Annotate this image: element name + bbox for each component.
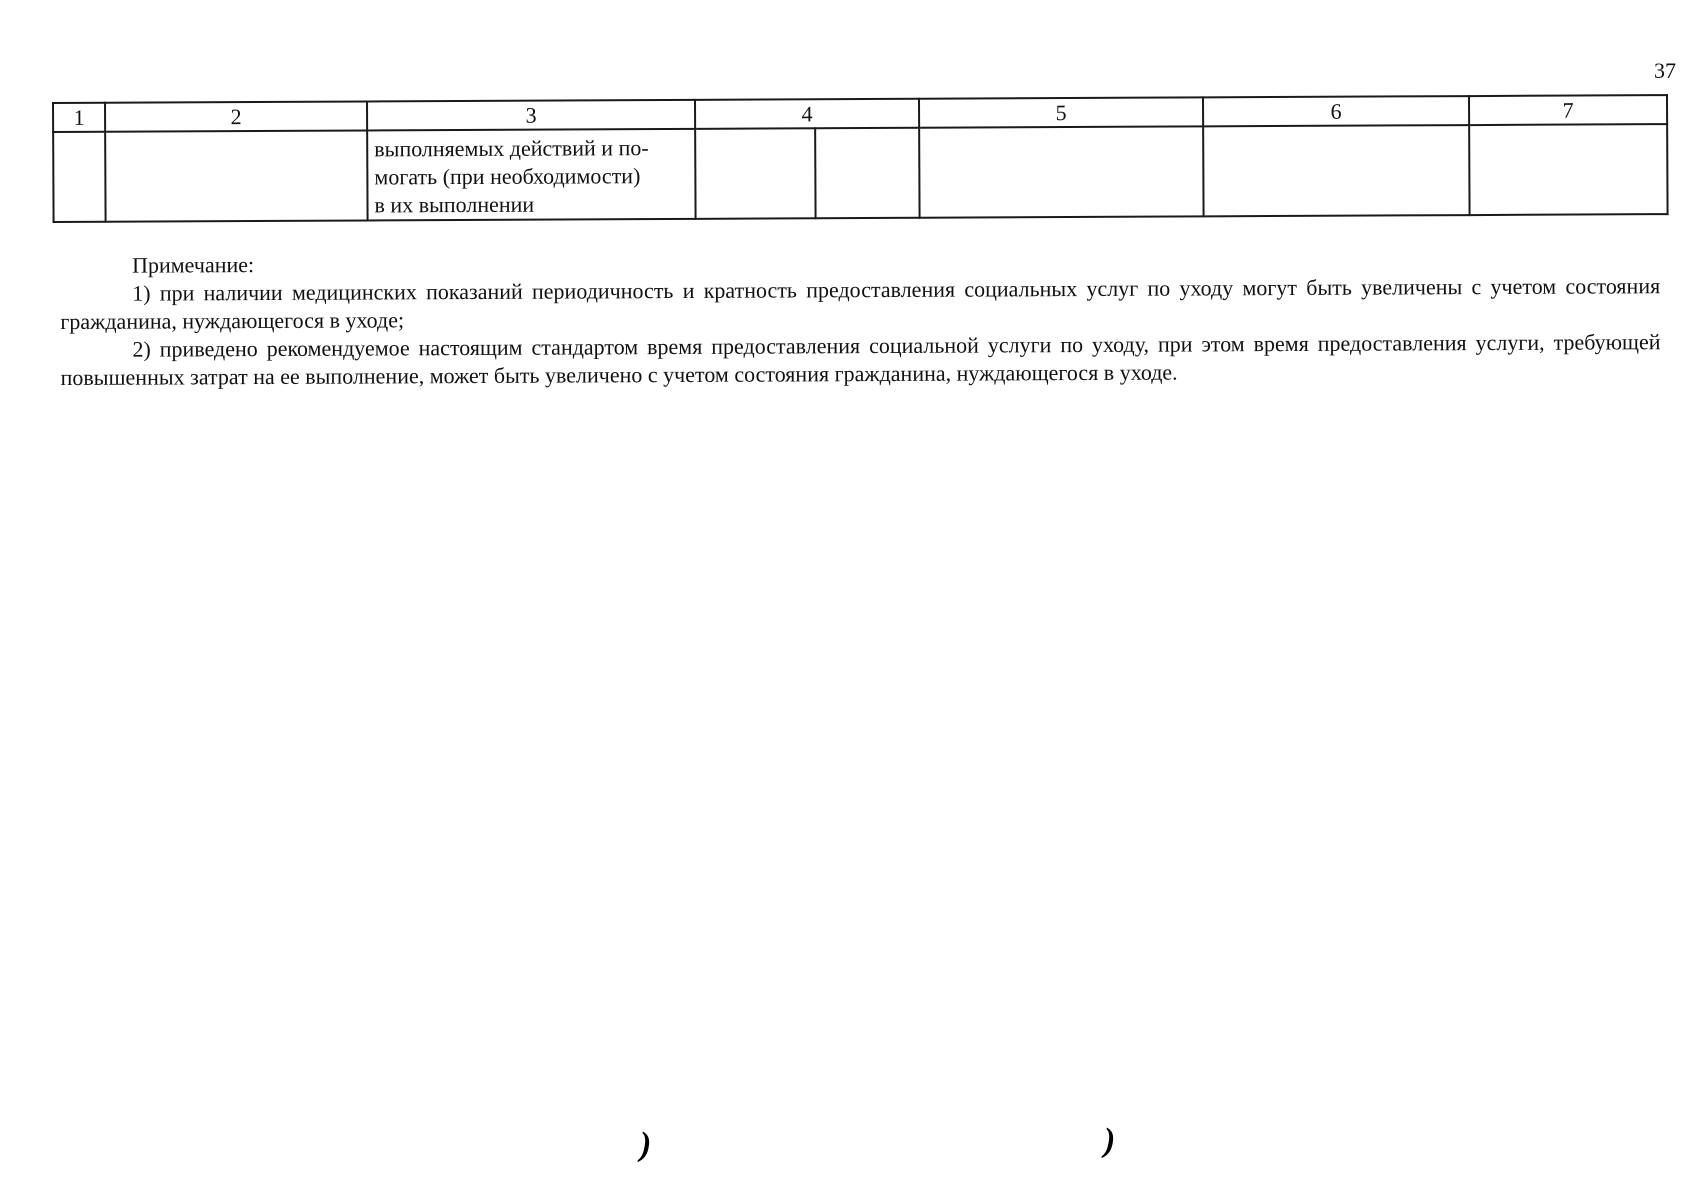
header-col-1: 1: [53, 103, 105, 132]
note-block: [60, 244, 1661, 392]
scan-mark-right: ): [1104, 1122, 1116, 1159]
cell-col-2: [105, 130, 367, 221]
cell-col-4b: [815, 128, 919, 219]
header-col-5: 5: [919, 97, 1203, 127]
header-col-2: 2: [105, 101, 367, 131]
continuation-table: [52, 94, 1669, 223]
header-col-6: 6: [1203, 96, 1469, 126]
cell-col-7: [1469, 124, 1667, 215]
note-item-2: 2) приведено рекомендуемое настоящим стандартом время предоставления социальной услуги по уходу, при этом время предоставления услуги, требующей повышенных затрат на ее выполнение, может быть увеличено с учетом состояния гражданина, нуждающегося в уходе.: [60, 329, 1661, 390]
table-row: [53, 124, 1667, 222]
note-item-1: 1) при наличии медицинских показаний периодичность и кратность предоставления социальных услуг по уходу могут быть увеличены с учетом состояния гражданина, нуждающегося в уходе;: [60, 273, 1661, 334]
cell-col-3-line-3: в их выполнении: [374, 191, 535, 218]
scan-mark-left: ): [640, 1126, 652, 1163]
note-title: Примечание:: [132, 252, 255, 278]
cell-col-3: [367, 129, 695, 221]
cell-col-4a: [695, 128, 815, 219]
header-col-4: 4: [695, 99, 919, 129]
cell-col-5: [919, 126, 1203, 217]
cell-col-3-line-2: могать (при необходимости): [374, 163, 641, 190]
header-col-3: 3: [367, 100, 695, 131]
cell-col-6: [1203, 125, 1469, 216]
header-col-7: 7: [1469, 95, 1667, 125]
cell-col-3-line-1: выполняемых действий и по-: [374, 135, 649, 162]
page-number: 37: [1654, 58, 1676, 83]
cell-col-1: [53, 132, 105, 222]
